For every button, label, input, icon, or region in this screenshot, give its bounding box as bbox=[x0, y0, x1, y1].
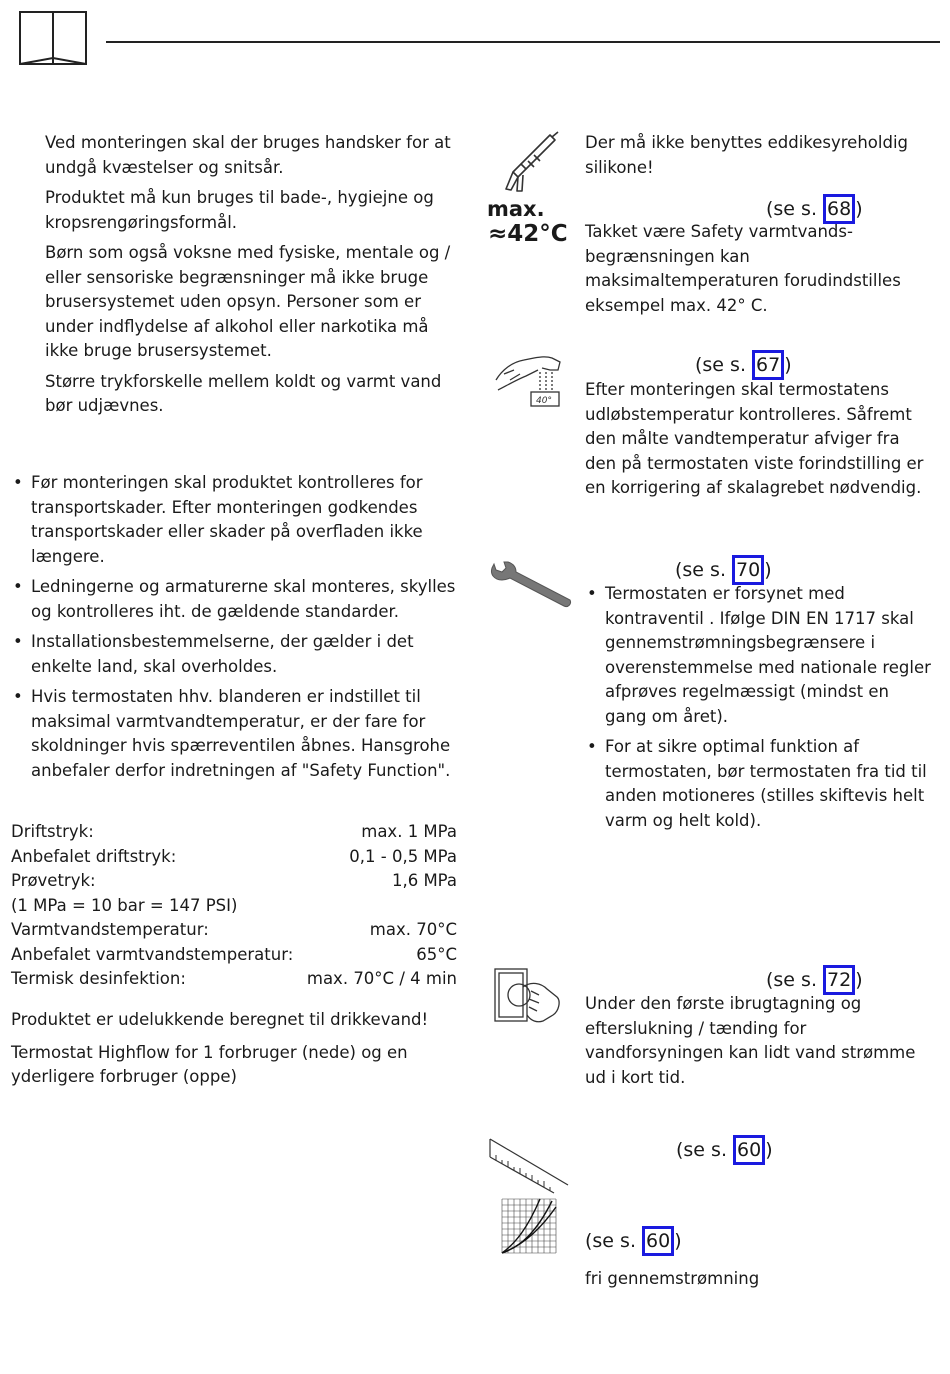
install-bullet: • Før monteringen skal produktet kontrolleres for transportskader. Efter monteringen godkendes transportskader eller skader på overfladen ikke længere. bbox=[11, 471, 467, 569]
spec-label: Driftstryk: bbox=[11, 822, 94, 841]
spec-value: 1,6 MPa bbox=[391, 871, 457, 890]
spec-value: 0,1 - 0,5 MPa bbox=[349, 846, 457, 866]
hand-turning-knob-icon bbox=[493, 965, 565, 1033]
spec-row bbox=[11, 967, 457, 992]
spec-value: 65°C bbox=[416, 944, 457, 964]
ref-suffix: ) bbox=[855, 969, 863, 991]
note-paragraph: Termostat Highflow for 1 forbruger (nede) og en yderligere forbruger (oppe) bbox=[11, 1042, 408, 1086]
ref-suffix: ) bbox=[784, 354, 792, 376]
page-ref-link[interactable]: 60 bbox=[733, 1135, 765, 1165]
ref-suffix: ) bbox=[674, 1230, 682, 1252]
service-ref bbox=[675, 555, 772, 585]
safety-paragraph: Ved monteringen skal der bruges handsker for at undgå kvæstelser og snitsår. bbox=[45, 133, 451, 177]
dims-ref bbox=[676, 1135, 773, 1165]
book-icon bbox=[18, 10, 88, 76]
spec-row bbox=[11, 845, 457, 870]
ref-prefix: (se s. bbox=[675, 559, 733, 581]
ref-suffix: ) bbox=[764, 559, 772, 581]
hand-shower-thermometer-icon bbox=[494, 350, 564, 418]
spec-label: Anbefalet varmtvandstemperatur: bbox=[11, 944, 294, 964]
flow-diagram-icon bbox=[500, 1197, 558, 1263]
page-ref-link[interactable]: 67 bbox=[752, 350, 784, 380]
adjust-ref bbox=[695, 350, 792, 380]
specs-table bbox=[11, 820, 457, 992]
ref-suffix: ) bbox=[855, 198, 863, 220]
safety-text: Takket være Safety varmtvands-begrænsningen kan maksimaltemperaturen forudindstilles eksempel max. 42° C. bbox=[585, 222, 901, 315]
ref-prefix: (se s. bbox=[585, 1230, 643, 1252]
spec-row bbox=[11, 869, 457, 894]
install-section bbox=[11, 471, 467, 789]
max-label: max. bbox=[487, 197, 545, 221]
ref-prefix: (se s. bbox=[766, 198, 824, 220]
caulk-gun-icon bbox=[498, 131, 560, 201]
install-bullet: • Installationsbestemmelserne, der gælder i det enkelte land, skal overholdes. bbox=[11, 630, 467, 679]
spec-value: max. 70°C bbox=[369, 920, 457, 939]
service-bullet: • Termostaten er forsynet med kontraventil . Ifølge DIN EN 1717 skal gennemstrømningsbegrænsere i overenstemmelse med nationale regler afprøves regelmæssigt (mindst en gang om året). bbox=[585, 582, 935, 729]
spec-label: Prøvetryk: bbox=[11, 871, 96, 890]
ref-prefix: (se s. bbox=[676, 1139, 734, 1161]
header-rule bbox=[106, 41, 940, 43]
spec-row bbox=[11, 894, 457, 919]
install-bullet: • Hvis termostaten hhv. blanderen er indstillet til maksimal varmtvandtemperatur, er der fare for skoldninger hvis spærreventilen åbnes. Hansgrohe anbefaler derfor indretningen af "Safety Function". bbox=[11, 685, 467, 783]
page-ref-link[interactable]: 72 bbox=[823, 965, 855, 995]
install-bullet: • Ledningerne og armaturerne skal monteres, skylles og kontrolleres iht. de gældende standarder. bbox=[11, 575, 467, 624]
flow-text: fri gennemstrømning bbox=[585, 1269, 760, 1288]
spec-row bbox=[11, 820, 457, 845]
note-paragraph: Produktet er udelukkende beregnet til drikkevand! bbox=[11, 1010, 429, 1029]
spec-label: (1 MPa = 10 bar = 147 PSI) bbox=[11, 895, 238, 915]
safety-section bbox=[45, 131, 465, 425]
silicone-text: Der må ikke benyttes eddikesyreholdig silikone! bbox=[585, 133, 908, 177]
svg-text:40°: 40° bbox=[536, 396, 552, 406]
spec-label: Anbefalet driftstryk: bbox=[11, 846, 177, 866]
ref-prefix: (se s. bbox=[766, 969, 824, 991]
adjust-text: Efter monteringen skal termostatens udløbstemperatur kontrolleres. Såfremt den målte vandtemperatur afviger fra den på termostaten viste forindstilling er en korrigering af skalagrebet nødvendig. bbox=[585, 380, 924, 497]
ref-suffix: ) bbox=[765, 1139, 773, 1161]
wrench-icon bbox=[488, 560, 572, 618]
first-use-ref bbox=[766, 965, 863, 995]
service-bullet: • For at sikre optimal funktion af termostaten, bør termostaten fra tid til anden motioneres (stilles skiftevis helt varm og helt kold). bbox=[585, 735, 935, 833]
spec-value: max. 70°C / 4 min bbox=[306, 969, 457, 988]
page-ref-link[interactable]: 60 bbox=[642, 1226, 674, 1256]
ref-prefix: (se s. bbox=[695, 354, 753, 376]
diagram-ref bbox=[585, 1226, 682, 1256]
temp-label: ≈42°C bbox=[488, 221, 568, 247]
spec-value: max. 1 MPa bbox=[361, 822, 457, 841]
page-ref-link[interactable]: 68 bbox=[823, 194, 855, 224]
safety-paragraph: Større trykforskelle mellem koldt og varmt vand bør udjævnes. bbox=[45, 371, 442, 415]
spec-label: Termisk desinfektion: bbox=[11, 969, 186, 988]
service-section bbox=[585, 582, 935, 839]
first-use-text: Under den første ibrugtagning og efterslukning / tænding for vandforsyningen kan lidt vand strømme ud i kort tid. bbox=[585, 994, 916, 1087]
page-ref-link[interactable]: 70 bbox=[732, 555, 764, 585]
spec-label: Varmtvandstemperatur: bbox=[11, 920, 209, 939]
ruler-icon bbox=[488, 1137, 570, 1203]
notes-section bbox=[11, 1008, 457, 1096]
spec-row bbox=[11, 918, 457, 943]
spec-row bbox=[11, 943, 457, 968]
safety-paragraph: Produktet må kun bruges til bade-, hygiejne og kropsrengøringsformål. bbox=[45, 188, 434, 232]
safety-paragraph: Børn som også voksne med fysiske, mentale og / eller sensoriske begrænsninger må ikke bruge brusersystemet uden opsyn. Personer som er under indflydelse af alkohol eller narkotika må ikke bruge brusersystemet. bbox=[45, 243, 451, 360]
